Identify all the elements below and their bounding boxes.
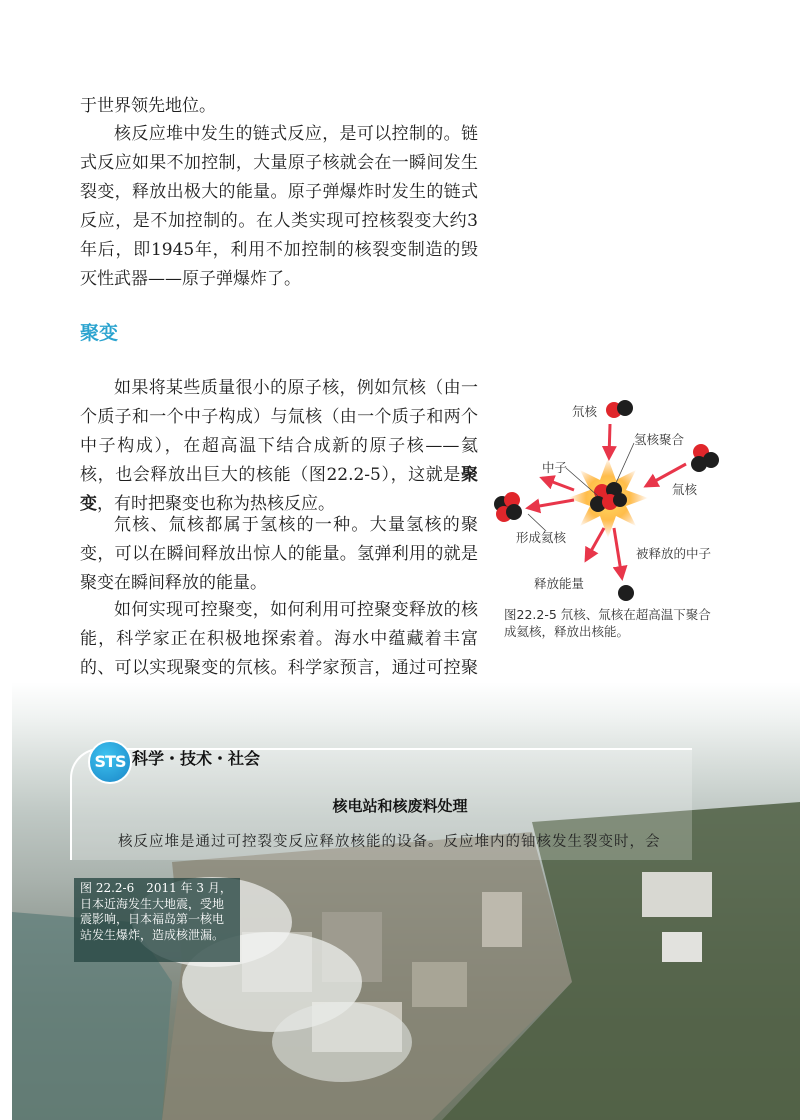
label-helium: 形成氦核: [516, 530, 567, 545]
section-heading-fusion: 聚变: [80, 322, 119, 344]
paragraph-1: 于世界领先地位。: [80, 96, 216, 116]
fusion-text-part-2: ，有时把聚变也称为热核反应。: [97, 494, 335, 514]
helium-nucleus: [494, 492, 522, 522]
figure-caption-22-2-5: 图22.2-5 氘核、氚核在超高温下聚合成氦核，释放出核能。: [504, 607, 711, 639]
sts-box-title: 核电站和核废料处理: [332, 797, 468, 815]
released-neutron: [618, 585, 634, 601]
deuterium-nucleus: [606, 400, 633, 418]
paragraph-controlled-fusion: 如何实现可控聚变，如何利用可控聚变释放的核能，科学家正在积极地探索着。海水中蕴藏着丰富的、可以实现聚变的氘核。科学家预言，通过可控聚: [80, 600, 478, 678]
tritium-nucleus: [691, 444, 719, 472]
paragraph-fusion-definition: [80, 374, 478, 519]
label-energy: 释放能量: [534, 576, 585, 591]
paragraph-chain-reaction: 核反应堆中发生的链式反应，是可以控制的。链式反应如果不加控制，大量原子核就会在一瞬间发生裂变，释放出极大的能量。原子弹爆炸时发生的链式反应，是不加控制的。在人类实现可控核裂变大约3年后，即1945年，利用不加控制的核裂变制造的毁灭性武器——原子弹爆炸了。: [80, 124, 478, 289]
label-fusion: 氢核聚合: [634, 432, 685, 447]
paragraph-hydrogen: 氘核、氚核都属于氢核的一种。大量氢核的聚变，可以在瞬间释放出惊人的能量。氢弹利用的就是聚变在瞬间释放的能量。: [80, 515, 478, 593]
label-neutron: 中子: [542, 460, 568, 475]
label-released-neutron: 被释放的中子: [636, 546, 712, 561]
fusion-text-part-1: 如果将某些质量很小的原子核，例如氘核（由一个质子和一个中子构成）与氚核（由一个质子和两个中子构成），在超高温下结合成新的原子核——氦核，也会释放出巨大的核能（图22.2-5），这就是: [80, 378, 478, 485]
sts-box-text: 核反应堆是通过可控裂变反应释放核能的设备。反应堆内的铀核发生裂变时，会: [118, 834, 661, 850]
label-deuterium: 氘核: [572, 404, 598, 419]
fusion-core: [568, 458, 648, 538]
fusion-term: 聚变: [80, 465, 478, 514]
fusion-diagram: [486, 388, 736, 610]
sts-title: 科学・技术・社会: [132, 749, 261, 768]
label-tritium: 氚核: [672, 482, 698, 497]
fusion-diagram-svg: [486, 388, 736, 610]
sts-logo-icon: STS: [88, 740, 132, 784]
figure-caption-22-2-6: 图 22.2-6 2011 年 3 月，日本近海发生大地震，受地震影响，日本福岛第一核电站发生爆炸，造成核泄漏。: [74, 878, 240, 962]
